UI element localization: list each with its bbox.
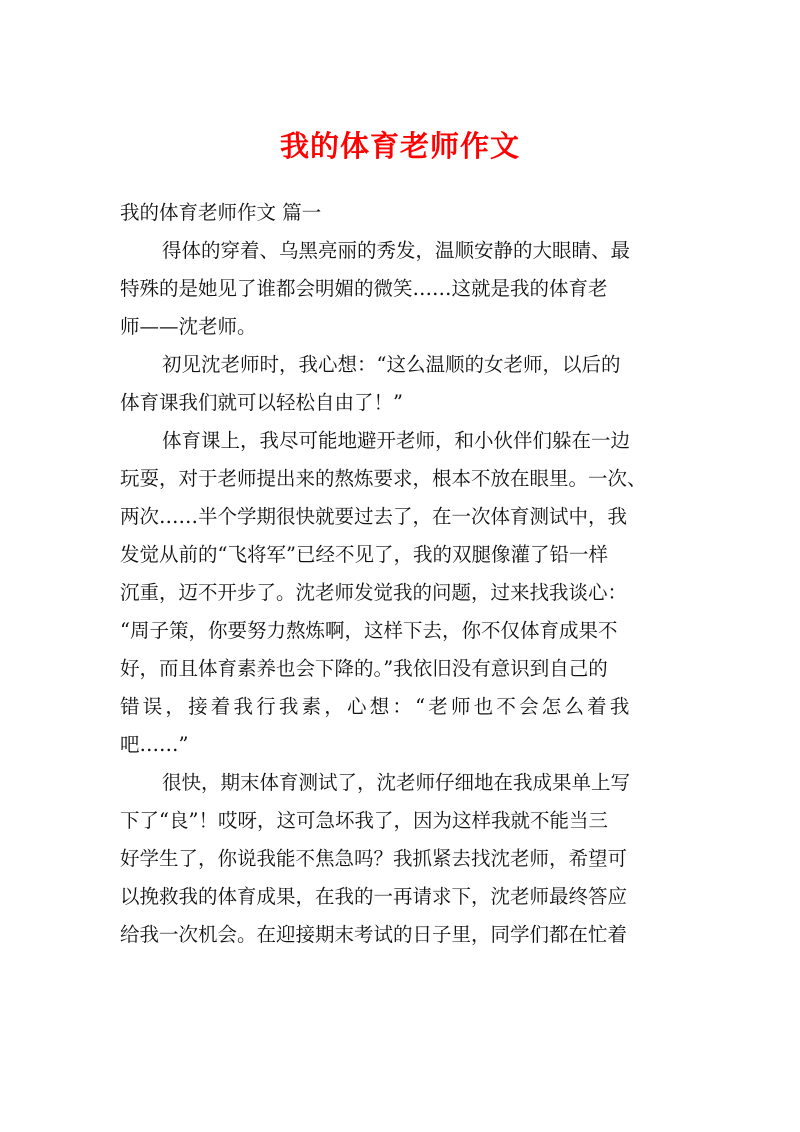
paragraph-line: 好学生了，你说我能不焦急吗？我抓紧去找沈老师，希望可 [120,847,628,870]
paragraph-line: 体育课我们就可以轻松自由了！” [120,391,403,414]
paragraph-line: 玩耍，对于老师提出来的熬炼要求，根本不放在眼里。一次、 [120,467,647,490]
paragraph-line: 发觉从前的“飞将军”已经不见了，我的双腿像灌了铅一样 [120,543,608,566]
paragraph-line: 很快，期末体育测试了，沈老师仔细地在我成果单上写 [162,771,631,794]
paragraph-line: 两次……半个学期很快就要过去了，在一次体育测试中，我 [120,505,628,528]
paragraph-line: 师——沈老师。 [120,315,257,338]
paragraph-line: 沉重，迈不开步了。沈老师发觉我的问题，过来找我谈心： [120,581,628,604]
section-heading: 我的体育老师作文 篇一 [120,201,322,224]
paragraph-line: 给我一次机会。在迎接期末考试的日子里，同学们都在忙着 [120,923,628,946]
document-body [120,194,682,954]
paragraph-line: 吧……” [120,733,189,756]
paragraph-line: 得体的穿着、乌黑亮丽的秀发，温顺安静的大眼睛、最 [162,239,631,262]
paragraph-line: 好，而且体育素养也会下降的。”我依旧没有意识到自己的 [120,657,608,680]
paragraph-line: 初见沈老师时，我心想：“这么温顺的女老师，以后的 [162,353,621,376]
paragraph-line: 特殊的是她见了谁都会明媚的微笑……这就是我的体育老 [120,277,608,300]
paragraph-line: 下了“良”！哎呀，这可急坏我了，因为这样我就不能当三 [120,809,608,832]
paragraph-line: “周子策，你要努力熬炼啊，这样下去，你不仅体育成果不 [120,619,618,642]
document-title: 我的体育老师作文 [279,129,520,163]
paragraph-line: 以挽救我的体育成果，在我的一再请求下，沈老师最终答应 [120,885,628,908]
paragraph-line: 错误，接着我行我素，心想：“老师也不会怎么着我 [120,695,633,718]
paragraph-line: 体育课上，我尽可能地避开老师，和小伙伴们躲在一边 [162,429,631,452]
